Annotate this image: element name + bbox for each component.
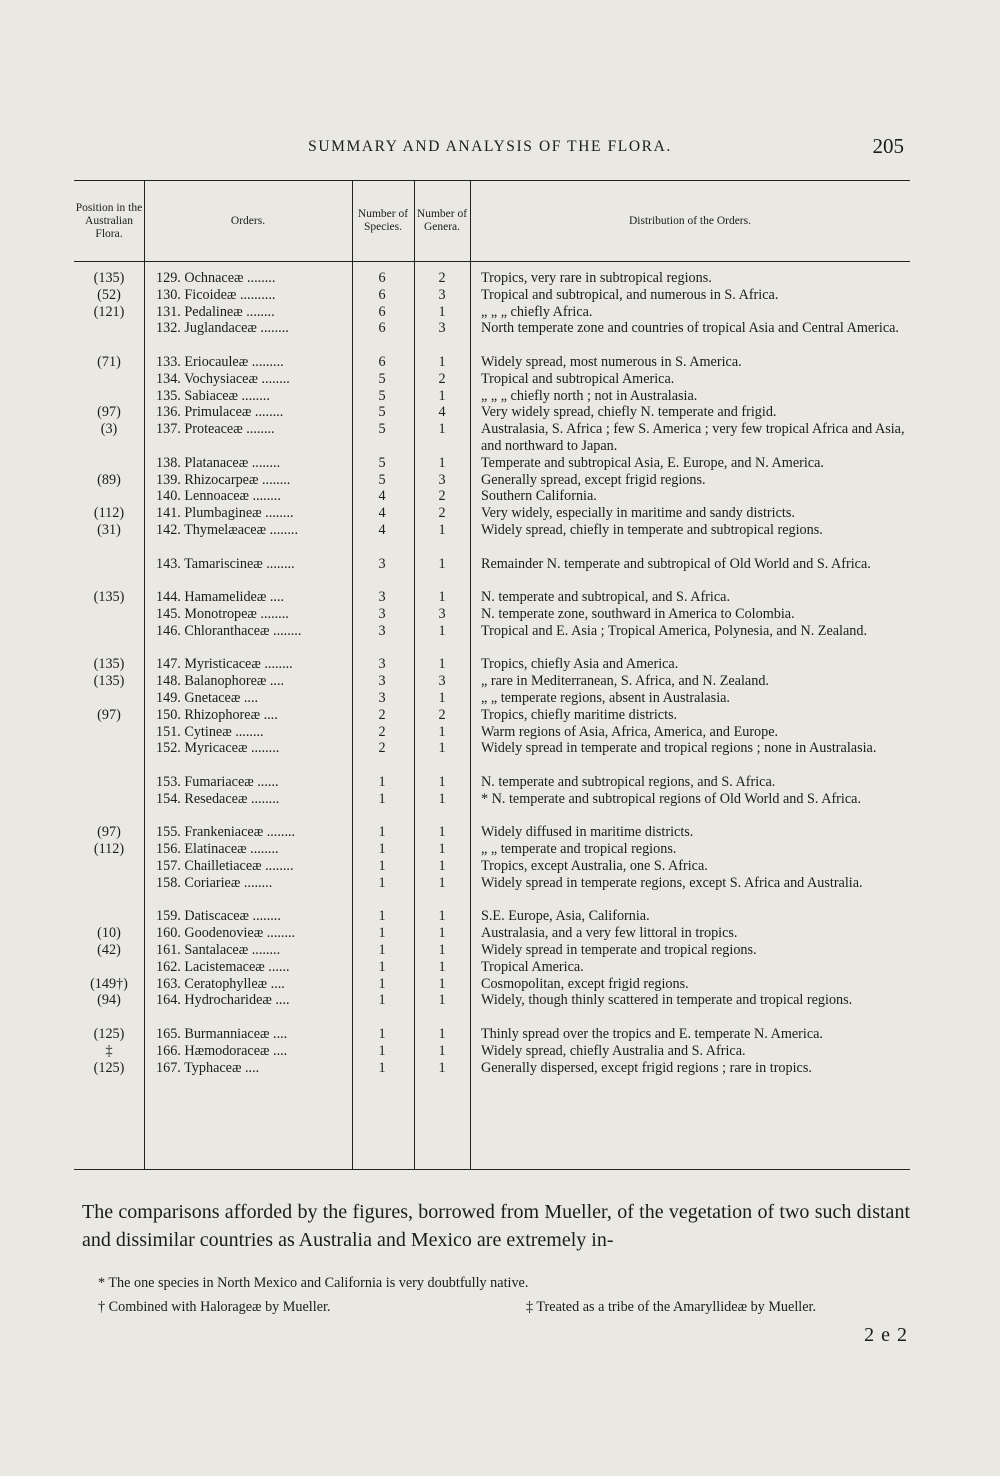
order-cell: 150. Rhizophoreæ .... — [156, 706, 278, 723]
position-cell: ‡ — [105, 1042, 113, 1059]
genera-count-cell: 1 — [438, 421, 446, 438]
distribution-cell: Cosmopolitan, except frigid regions. — [481, 975, 689, 992]
distribution-cell: Temperate and subtropical Asia, E. Europe, and N. America. — [481, 454, 824, 471]
order-cell: 152. Myricaceæ ........ — [156, 740, 280, 757]
species-count-cell: 1 — [378, 1026, 386, 1042]
header-genera: Number of Genera. — [416, 208, 468, 233]
order-cell: 167. Typhaceæ .... — [156, 1059, 260, 1076]
species-count-cell: 6 — [378, 270, 386, 286]
distribution-cell: Warm regions of Asia, Africa, America, and Europe. — [481, 723, 779, 740]
distribution-cell: Very widely, especially in maritime and sandy districts. — [481, 505, 795, 522]
order-cell: 148. Balanophoreæ .... — [156, 673, 285, 690]
order-cell: 142. Thymelæaceæ ........ — [156, 522, 298, 538]
distribution-cell: Widely spread in temperate and tropical regions. — [481, 942, 757, 958]
species-count-cell: 1 — [378, 1059, 386, 1076]
distribution-cell: „ „ „ chiefly north ; not in Australasia. — [481, 387, 698, 404]
order-cell: 162. Lacistemaceæ ...... — [156, 958, 290, 975]
species-count-cell: 2 — [378, 723, 386, 740]
position-cell: (135) — [93, 673, 125, 690]
distribution-cell: S.E. Europe, Asia, California. — [481, 908, 650, 925]
footnote-dagger: † Combined with Halorageæ by Mueller. — [98, 1299, 331, 1315]
footnote-double-dagger: ‡ Treated as a tribe of the Amaryllideæ by Mueller. — [526, 1299, 816, 1315]
position-cell: (149†) — [90, 975, 128, 992]
species-count-cell: 1 — [378, 841, 386, 858]
genera-count-cell: 1 — [438, 841, 446, 858]
species-count-cell: 4 — [378, 522, 386, 538]
order-cell: 138. Platanaceæ ........ — [156, 454, 281, 471]
species-count-cell: 1 — [378, 992, 386, 1009]
species-count-cell: 6 — [378, 320, 386, 337]
order-cell: 147. Myristicaceæ ........ — [156, 656, 293, 673]
page-number: 205 — [872, 134, 904, 158]
distribution-cell: Southern California. — [481, 488, 597, 505]
position-cell: (10) — [97, 925, 121, 942]
order-cell: 131. Pedalineæ ........ — [156, 303, 275, 320]
distribution-cell: Tropics, very rare in subtropical regions. — [481, 270, 712, 286]
position-cell: (125) — [93, 1059, 125, 1076]
position-cell: (135) — [93, 270, 125, 286]
column-rule — [144, 181, 145, 1169]
genera-count-cell: 1 — [438, 925, 446, 942]
species-count-cell: 5 — [378, 387, 386, 404]
distribution-cell: Widely spread, chiefly Australia and S. Africa. — [481, 1042, 746, 1059]
genera-count-cell: 3 — [438, 606, 446, 622]
order-cell: 163. Ceratophylleæ .... — [156, 975, 285, 992]
distribution-cell: „ „ temperate regions, absent in Australasia. — [481, 690, 730, 706]
distribution-cell: „ „ temperate and tropical regions. — [481, 841, 677, 858]
genera-count-cell: 1 — [438, 975, 446, 992]
order-cell: 155. Frankeniaceæ ........ — [156, 824, 296, 841]
species-count-cell: 6 — [378, 286, 386, 303]
genera-count-cell: 1 — [438, 454, 446, 471]
genera-count-cell: 1 — [438, 622, 446, 639]
position-cell: (112) — [93, 841, 125, 858]
order-cell: 154. Resedaceæ ........ — [156, 790, 280, 807]
position-cell: (121) — [93, 303, 125, 320]
position-cell: (94) — [97, 992, 121, 1009]
species-count-cell: 5 — [378, 454, 386, 471]
species-count-cell: 4 — [378, 488, 386, 505]
running-head — [70, 134, 910, 162]
order-cell: 161. Santalaceæ ........ — [156, 942, 281, 958]
distribution-cell: North temperate zone and countries of tropical Asia and Central America. — [481, 320, 899, 337]
species-count-cell: 1 — [378, 942, 386, 958]
species-count-cell: 3 — [378, 555, 386, 572]
order-cell: 151. Cytineæ ........ — [156, 723, 264, 740]
column-rule — [470, 181, 471, 1169]
order-cell: 144. Hamamelideæ .... — [156, 589, 285, 606]
distribution-cell: Tropics, chiefly maritime districts. — [481, 706, 678, 723]
species-count-cell: 1 — [378, 975, 386, 992]
genera-count-cell: 1 — [438, 740, 446, 757]
genera-count-cell: 1 — [438, 522, 446, 538]
species-count-cell: 3 — [378, 690, 386, 706]
distribution-cell: Widely spread, most numerous in S. America. — [481, 354, 742, 370]
running-head-title: SUMMARY AND ANALYSIS OF THE FLORA. — [308, 138, 672, 155]
genera-count-cell: 3 — [438, 673, 446, 690]
species-count-cell: 3 — [378, 656, 386, 673]
genera-count-cell: 1 — [438, 958, 446, 975]
distribution-cell: * N. temperate and subtropical regions of Old World and S. Africa. — [481, 790, 861, 807]
genera-count-cell: 1 — [438, 824, 446, 841]
header-orders: Orders. — [230, 214, 266, 227]
genera-count-cell: 1 — [438, 303, 446, 320]
species-count-cell: 3 — [378, 589, 386, 606]
position-cell: (97) — [97, 824, 121, 841]
distribution-cell: Thinly spread over the tropics and E. temperate N. America. — [481, 1026, 823, 1042]
species-count-cell: 5 — [378, 471, 386, 488]
distribution-cell: Generally dispersed, except frigid regions ; rare in tropics. — [481, 1059, 812, 1076]
header-rule — [74, 261, 910, 262]
genera-count-cell: 1 — [438, 858, 446, 874]
genera-count-cell: 2 — [438, 488, 446, 505]
order-cell: 166. Hæmodoraceæ .... — [156, 1042, 288, 1059]
genera-count-cell: 1 — [438, 387, 446, 404]
genera-count-cell: 1 — [438, 1059, 446, 1076]
genera-count-cell: 1 — [438, 723, 446, 740]
position-cell: (97) — [97, 706, 121, 723]
distribution-cell: Widely spread in temperate regions, except S. Africa and Australia. — [481, 874, 863, 891]
species-count-cell: 3 — [378, 606, 386, 622]
genera-count-cell: 1 — [438, 992, 446, 1009]
species-count-cell: 1 — [378, 858, 386, 874]
genera-count-cell: 3 — [438, 471, 446, 488]
species-count-cell: 3 — [378, 673, 386, 690]
species-count-cell: 5 — [378, 404, 386, 421]
distribution-cell: Tropical and E. Asia ; Tropical America, Polynesia, and N. Zealand. — [481, 622, 868, 639]
distribution-cell: Widely diffused in maritime districts. — [481, 824, 694, 841]
distribution-cell: Tropical and subtropical America. — [481, 370, 675, 387]
distribution-cell: Tropical and subtropical, and numerous in S. Africa. — [481, 286, 779, 303]
species-count-cell: 1 — [378, 774, 386, 790]
distribution-cell: Generally spread, except frigid regions. — [481, 471, 706, 488]
species-count-cell: 1 — [378, 1042, 386, 1059]
order-cell: 156. Elatinaceæ ........ — [156, 841, 279, 858]
distribution-cell: N. temperate zone, southward in America to Colombia. — [481, 606, 795, 622]
distribution-cell: Tropical America. — [481, 958, 584, 975]
order-cell: 129. Ochnaceæ ........ — [156, 270, 276, 286]
header-position: Position in the Australian Flora. — [75, 201, 143, 240]
species-count-cell: 2 — [378, 740, 386, 757]
genera-count-cell: 1 — [438, 555, 446, 572]
order-cell: 145. Monotropeæ ........ — [156, 606, 289, 622]
genera-count-cell: 1 — [438, 690, 446, 706]
genera-count-cell: 1 — [438, 942, 446, 958]
distribution-cell: N. temperate and subtropical regions, and S. Africa. — [481, 774, 776, 790]
species-count-cell: 6 — [378, 354, 386, 370]
genera-count-cell: 2 — [438, 270, 446, 286]
position-cell: (3) — [100, 421, 118, 438]
species-count-cell: 1 — [378, 925, 386, 942]
order-cell: 164. Hydrocharideæ .... — [156, 992, 290, 1009]
position-cell: (71) — [97, 354, 121, 370]
order-cell: 137. Proteaceæ ........ — [156, 421, 275, 438]
species-count-cell: 3 — [378, 622, 386, 639]
species-count-cell: 6 — [378, 303, 386, 320]
species-count-cell: 1 — [378, 908, 386, 925]
distribution-cell: Australasia, S. Africa ; few S. America ; very few tropical Africa and Asia, and northward to Japan. — [481, 421, 905, 454]
genera-count-cell: 1 — [438, 774, 446, 790]
distribution-cell: „ rare in Mediterranean, S. Africa, and N. Zealand. — [481, 673, 769, 690]
genera-count-cell: 1 — [438, 1026, 446, 1042]
distribution-cell: Tropics, chiefly Asia and America. — [481, 656, 679, 673]
genera-count-cell: 1 — [438, 589, 446, 606]
genera-count-cell: 2 — [438, 706, 446, 723]
header-distribution: Distribution of the Orders. — [628, 214, 751, 227]
distribution-cell: „ „ „ chiefly Africa. — [481, 303, 593, 320]
position-cell: (31) — [97, 522, 121, 538]
position-cell: (42) — [97, 942, 121, 958]
genera-count-cell: 1 — [438, 656, 446, 673]
species-count-cell: 1 — [378, 790, 386, 807]
order-cell: 153. Fumariaceæ ...... — [156, 774, 279, 790]
species-count-cell: 4 — [378, 505, 386, 522]
signature-mark: 2 e 2 — [864, 1324, 908, 1346]
species-count-cell: 5 — [378, 370, 386, 387]
order-cell: 143. Tamariscineæ ........ — [156, 555, 295, 572]
distribution-cell: Remainder N. temperate and subtropical of Old World and S. Africa. — [481, 555, 871, 572]
position-cell: (97) — [97, 404, 121, 421]
distribution-cell: Widely spread in temperate and tropical regions ; none in Australasia. — [481, 740, 877, 757]
order-cell: 159. Datiscaceæ ........ — [156, 908, 281, 925]
genera-count-cell: 4 — [438, 404, 446, 421]
order-cell: 132. Juglandaceæ ........ — [156, 320, 289, 337]
order-cell: 133. Eriocauleæ ......... — [156, 354, 284, 370]
position-cell: (89) — [97, 471, 121, 488]
genera-count-cell: 1 — [438, 790, 446, 807]
genera-count-cell: 1 — [438, 354, 446, 370]
order-cell: 140. Lennoaceæ ........ — [156, 488, 281, 505]
distribution-cell: N. temperate and subtropical, and S. Africa. — [481, 589, 730, 606]
genera-count-cell: 2 — [438, 505, 446, 522]
order-cell: 136. Primulaceæ ........ — [156, 404, 284, 421]
position-cell: (112) — [93, 505, 125, 522]
position-cell: (125) — [93, 1026, 125, 1042]
header-species: Number of Species. — [357, 208, 409, 233]
distribution-cell: Very widely spread, chiefly N. temperate and frigid. — [481, 404, 777, 421]
genera-count-cell: 1 — [438, 908, 446, 925]
order-cell: 134. Vochysiaceæ ........ — [156, 370, 290, 387]
species-count-cell: 1 — [378, 874, 386, 891]
genera-count-cell: 1 — [438, 1042, 446, 1059]
body-paragraph: The comparisons afforded by the figures, borrowed from Mueller, of the vegetation of two such distant and dissimilar countries as Australia and Mexico are extremely in- — [82, 1201, 910, 1251]
species-count-cell: 2 — [378, 706, 386, 723]
genera-count-cell: 3 — [438, 320, 446, 337]
species-count-cell: 5 — [378, 421, 386, 438]
position-cell: (52) — [97, 286, 121, 303]
distribution-cell: Australasia, and a very few littoral in tropics. — [481, 925, 738, 942]
flora-table — [74, 180, 910, 1170]
position-cell: (135) — [93, 589, 125, 606]
species-count-cell: 1 — [378, 824, 386, 841]
order-cell: 157. Chailletiaceæ ........ — [156, 858, 294, 874]
order-cell: 139. Rhizocarpeæ ........ — [156, 471, 291, 488]
genera-count-cell: 2 — [438, 370, 446, 387]
order-cell: 160. Goodenovieæ ........ — [156, 925, 296, 942]
order-cell: 165. Burmanniaceæ .... — [156, 1026, 288, 1042]
order-cell: 141. Plumbagineæ ........ — [156, 505, 294, 522]
species-count-cell: 1 — [378, 958, 386, 975]
order-cell: 146. Chloranthaceæ ........ — [156, 622, 302, 639]
order-cell: 130. Ficoideæ .......... — [156, 286, 276, 303]
genera-count-cell: 3 — [438, 286, 446, 303]
position-cell: (135) — [93, 656, 125, 673]
genera-count-cell: 1 — [438, 874, 446, 891]
distribution-cell: Widely, though thinly scattered in temperate and tropical regions. — [481, 992, 853, 1009]
distribution-cell: Widely spread, chiefly in temperate and subtropical regions. — [481, 522, 823, 538]
distribution-cell: Tropics, except Australia, one S. Africa. — [481, 858, 708, 874]
order-cell: 158. Coriarieæ ........ — [156, 874, 273, 891]
footnote-star: * The one species in North Mexico and California is very doubtfully native. — [98, 1275, 529, 1291]
order-cell: 149. Gnetaceæ .... — [156, 690, 259, 706]
order-cell: 135. Sabiaceæ ........ — [156, 387, 270, 404]
